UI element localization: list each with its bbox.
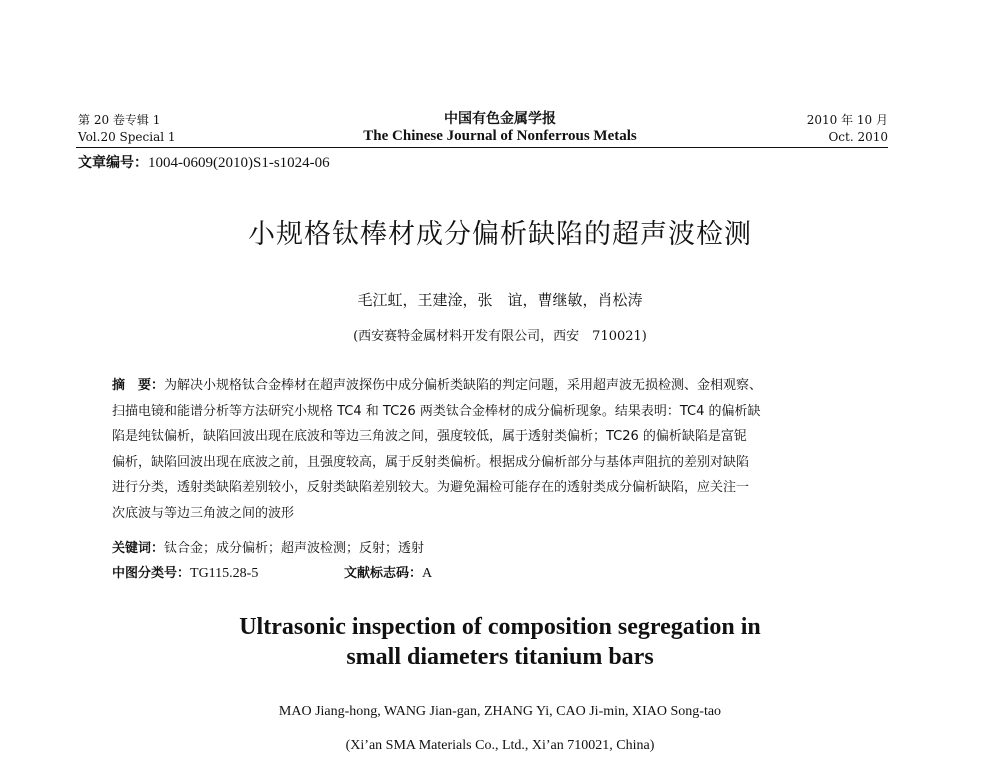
article-number-label: 文章编号： xyxy=(78,155,148,171)
clc-label: 中图分类号： xyxy=(112,566,191,581)
keywords-value: 钛合金；成分偏析；超声波检测；反射；透射 xyxy=(164,541,425,556)
affiliation-en: (Xi’an SMA Materials Co., Ltd., Xi’an 710021, China) xyxy=(345,738,655,753)
journal-name-cn: 中国有色金属学报 xyxy=(444,111,556,127)
keywords-label: 关键词： xyxy=(112,541,165,556)
clc-number xyxy=(112,561,258,587)
affiliation-cn: (西安赛特金属材料开发有限公司，西安 710021) xyxy=(353,329,647,344)
article-number-value: 1004-0609(2010)S1-s1024-06 xyxy=(148,155,330,171)
document-code xyxy=(344,561,432,587)
article-number xyxy=(78,152,330,172)
authors-en: MAO Jiang-hong, WANG Jian-gan, ZHANG Yi, CAO Ji-min, XIAO Song-tao xyxy=(278,704,722,719)
clc-value: TG115.28-5 xyxy=(190,566,259,581)
abstract-line: 次底波与等边三角波之间的波形 xyxy=(112,505,295,521)
authors-cn: 毛江虹，王建淦，张 谊，曹继敏，肖松涛 xyxy=(357,291,643,309)
header-rule xyxy=(76,147,888,148)
abstract-line: 摘 要：为解决小规格钛合金棒材在超声波探伤中成分偏析类缺陷的判定问题，采用超声波无损检测、金相观察、 xyxy=(112,378,763,393)
date-en: Oct. 2010 xyxy=(828,130,888,144)
abstract-label: 摘 要： xyxy=(112,378,165,393)
abstract-cn xyxy=(112,373,762,527)
journal-name-en: The Chinese Journal of Nonferrous Metals xyxy=(363,128,637,144)
title-en-line: Ultrasonic inspection of composition segregation in xyxy=(239,614,761,640)
title-en-line: small diameters titanium bars xyxy=(346,644,654,670)
abstract-line: 进行分类，透射类缺陷差别较小，反射类缺陷差别较大。为避免漏检可能存在的透射类成分偏析缺陷，应关注一 xyxy=(112,480,750,496)
abstract-line: 扫描电镜和能谱分析等方法研究小规格 TC4 和 TC26 两类钛合金棒材的成分偏析现象。结果表明：TC4 的偏析缺 xyxy=(112,403,761,419)
title-cn: 小规格钛棒材成分偏析缺陷的超声波检测 xyxy=(248,219,752,250)
date-cn: 2010 年 10 月 xyxy=(806,113,888,127)
document-code-value: A xyxy=(422,566,433,581)
volume-label-cn: 第 20 卷专辑 1 xyxy=(78,113,161,127)
keywords-cn xyxy=(112,536,424,562)
title-en xyxy=(0,612,1000,672)
document-code-label: 文献标志码： xyxy=(344,566,423,581)
volume-label-en: Vol.20 Special 1 xyxy=(78,130,176,144)
abstract-line: 陷是纯钛偏析，缺陷回波出现在底波和等边三角波之间，强度较低，属于透射类偏析；TC26 的偏析缺陷是富铌 xyxy=(112,429,747,445)
abstract-line: 偏析，缺陷回波出现在底波之前，且强度较高，属于反射类偏析。根据成分偏析部分与基体声阻抗的差别对缺陷 xyxy=(112,454,750,470)
